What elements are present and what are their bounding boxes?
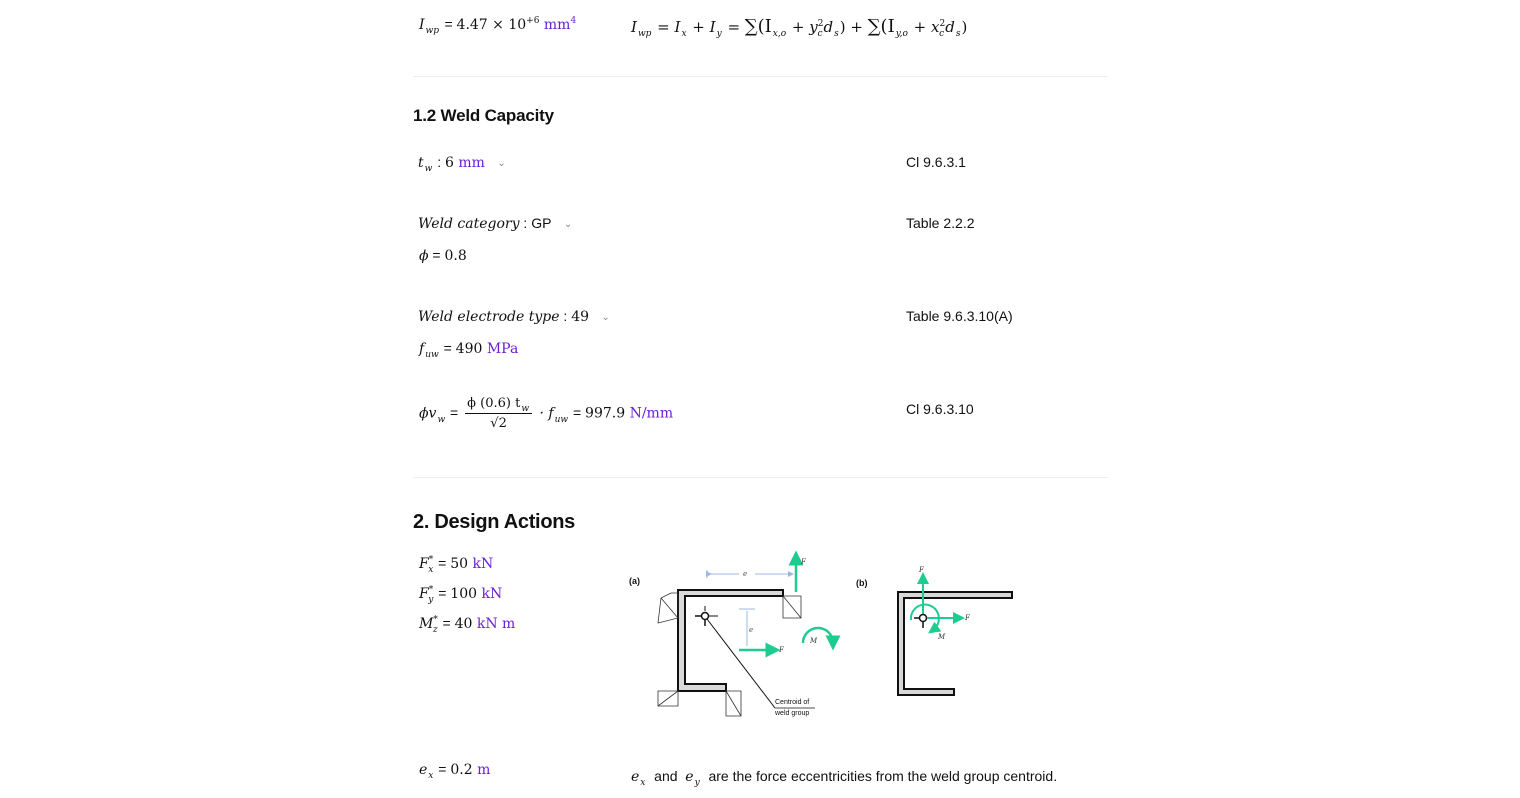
chevron-down-icon[interactable]: ⌄ <box>497 158 506 169</box>
iwp-symbol: I <box>419 17 425 33</box>
ex-sub: x <box>428 771 434 781</box>
formula-plus2: + <box>845 18 868 36</box>
formula-sum2-d: d <box>945 18 955 36</box>
mz-star: * <box>433 615 438 625</box>
iwp-sub: wp <box>425 26 439 36</box>
formula-close1: ) <box>839 18 846 36</box>
weld-category-reference: Table 2.2.2 <box>906 215 975 231</box>
fx-eq: = <box>434 555 451 571</box>
weld-group-diagram <box>623 548 1023 723</box>
centroid-label-2: weld group <box>775 710 810 717</box>
section-divider <box>413 76 1108 77</box>
phivw-times: · f <box>535 405 554 422</box>
note-text: are the force eccentricities from the weld group centroid. <box>700 768 1058 784</box>
mz-value <box>419 615 516 635</box>
fx-unit: kN <box>472 556 494 572</box>
formula-sum2-s: s <box>955 29 961 39</box>
formula-ix: I <box>674 18 681 36</box>
formula-sum2-c: c <box>939 29 945 39</box>
tw-sep: : <box>433 154 446 170</box>
phivw-lhs-sub: w <box>437 414 446 425</box>
weld-category-value: GP <box>531 215 552 231</box>
formula-sum1: ∑(I <box>744 16 772 37</box>
formula-sum1-exp: 2 <box>817 19 824 29</box>
phivw-lhs: ϕv <box>419 405 437 422</box>
fx-value <box>419 555 494 575</box>
centroid-label-1: Centroid of <box>775 699 810 706</box>
note-ex: e <box>631 769 640 785</box>
formula-sum1-d: d <box>823 18 834 36</box>
iwp-exponent: +6 <box>526 16 540 26</box>
design-actions-heading: 2. Design Actions <box>413 511 575 533</box>
mz-diagram-label: M <box>810 637 818 645</box>
fraction-num-sub: w <box>521 404 530 414</box>
ey-diagram-label: e <box>749 626 754 634</box>
formula-eq: = <box>652 18 675 36</box>
phivw-eq: = <box>446 404 463 421</box>
weld-group-figure <box>623 548 1023 723</box>
tw-symbol: t <box>418 155 424 171</box>
fx-sub: x <box>428 565 434 575</box>
mz-eq: = <box>438 615 455 631</box>
phi-number: 0.8 <box>444 248 467 264</box>
formula-close2: ) <box>961 18 968 36</box>
tw-value: 6 <box>445 155 454 171</box>
iwp-value: 4.47 × 10 <box>456 17 527 33</box>
formula-lhs: I <box>631 18 637 36</box>
calculation-document <box>413 0 1108 798</box>
formula-sum1-mid: + y <box>787 18 818 36</box>
fraction-denominator: √2 <box>490 416 507 431</box>
fuw-value <box>419 340 519 360</box>
phivw-reference: Cl 9.6.3.10 <box>906 401 974 417</box>
phivw-eq2: = <box>569 404 586 421</box>
fx-star: * <box>428 555 434 565</box>
figure-label-a: (a) <box>629 576 640 586</box>
formula-lhs-sub: wp <box>637 29 652 39</box>
ex-unit: m <box>477 762 491 778</box>
formula-sum1-c: c <box>817 29 823 39</box>
weld-electrode-dropdown[interactable] <box>418 308 610 325</box>
formula-ix-sub: x <box>681 29 687 39</box>
mz-number: 40 <box>454 616 473 632</box>
phi-symbol: ϕ <box>419 248 429 264</box>
fy-value <box>419 585 503 605</box>
electrode-sep: : <box>559 308 572 324</box>
fy-number: 100 <box>450 586 478 602</box>
ex-diagram-label: e <box>743 570 748 578</box>
fuw-symbol: f <box>419 341 425 357</box>
mz-sub: z <box>432 625 438 635</box>
tw-unit: mm <box>458 155 485 171</box>
note-ey-sub: y <box>694 778 700 788</box>
electrode-value: 49 <box>571 309 590 325</box>
fy-diagram-label: F <box>801 558 806 566</box>
fy-eq: = <box>434 585 451 601</box>
iwp-unit: mm <box>543 17 571 33</box>
phi-eq: = <box>428 247 445 263</box>
formula-sum2-exp: 2 <box>939 19 946 29</box>
fy-unit: kN <box>481 586 503 602</box>
electrode-reference: Table 9.6.3.10(A) <box>906 308 1013 324</box>
chevron-down-icon[interactable]: ⌄ <box>563 219 573 230</box>
weld-category-sep: : <box>519 215 532 231</box>
ex-eq: = <box>434 761 451 777</box>
formula-sum2-sub: y,o <box>895 29 908 39</box>
formula-sum1-s: s <box>834 29 839 39</box>
weld-category-dropdown[interactable] <box>418 215 572 232</box>
phivw-times-sub: uw <box>554 414 569 425</box>
figure-label-b: (b) <box>856 578 868 588</box>
phivw-value: 997.9 <box>585 405 626 422</box>
formula-eq2: = <box>722 18 745 36</box>
mz-symbol: M <box>419 616 434 632</box>
fuw-unit: MPa <box>486 341 519 357</box>
fy-symbol: F <box>419 586 429 602</box>
formula-sum2: ∑(I <box>867 16 895 37</box>
fx-diagram-label: F <box>779 646 784 654</box>
formula-plus: + <box>687 18 710 36</box>
eccentricity-note <box>631 768 1058 788</box>
fx-diagram-label-b: F <box>965 614 970 622</box>
iwp-result: $I_{wp} = 4.47 \times 10^{+6}$ $mm^4$ <box>419 16 577 36</box>
ex-symbol: e <box>419 762 428 778</box>
formula-sum2-mid: + x <box>908 18 940 36</box>
fy-star: * <box>428 585 434 595</box>
mz-unit: kN m <box>476 616 516 632</box>
fuw-sub: uw <box>425 350 439 360</box>
ex-number: 0.2 <box>450 762 473 778</box>
phivw-fraction <box>465 396 532 431</box>
note-ey: e <box>685 769 694 785</box>
tw-reference: Cl 9.6.3.1 <box>906 154 966 170</box>
tw-sub: w <box>424 164 433 174</box>
phivw-equation <box>419 396 673 431</box>
formula-sum1-sub: x,o <box>772 29 787 39</box>
iwp-formula <box>631 16 967 37</box>
chevron-down-icon[interactable]: ⌄ <box>601 312 610 323</box>
weld-capacity-heading: 1.2 Weld Capacity <box>413 106 554 125</box>
fuw-eq: = <box>439 340 456 356</box>
note-ex-sub: x <box>640 778 646 788</box>
fy-sub: y <box>428 595 434 605</box>
weld-size-dropdown[interactable] <box>418 154 506 174</box>
electrode-label: Weld electrode type <box>418 309 560 325</box>
weld-category-label: Weld category <box>418 216 520 232</box>
fraction-numerator: ϕ (0.6) t <box>467 396 521 411</box>
fuw-number: 490 <box>455 341 483 357</box>
formula-iy: I <box>709 18 716 36</box>
mo-diagram-label: M <box>938 633 946 641</box>
phivw-unit: N/mm <box>629 405 674 422</box>
formula-iy-sub: y <box>716 29 722 39</box>
ex-value <box>419 761 491 781</box>
note-and: and <box>646 768 686 784</box>
section-divider <box>413 477 1108 478</box>
phi-value <box>419 247 467 264</box>
fx-number: 50 <box>450 556 469 572</box>
iwp-unit-exp: 4 <box>570 16 577 26</box>
fy-diagram-label-b: F <box>919 566 924 574</box>
fx-symbol: F <box>419 556 429 572</box>
